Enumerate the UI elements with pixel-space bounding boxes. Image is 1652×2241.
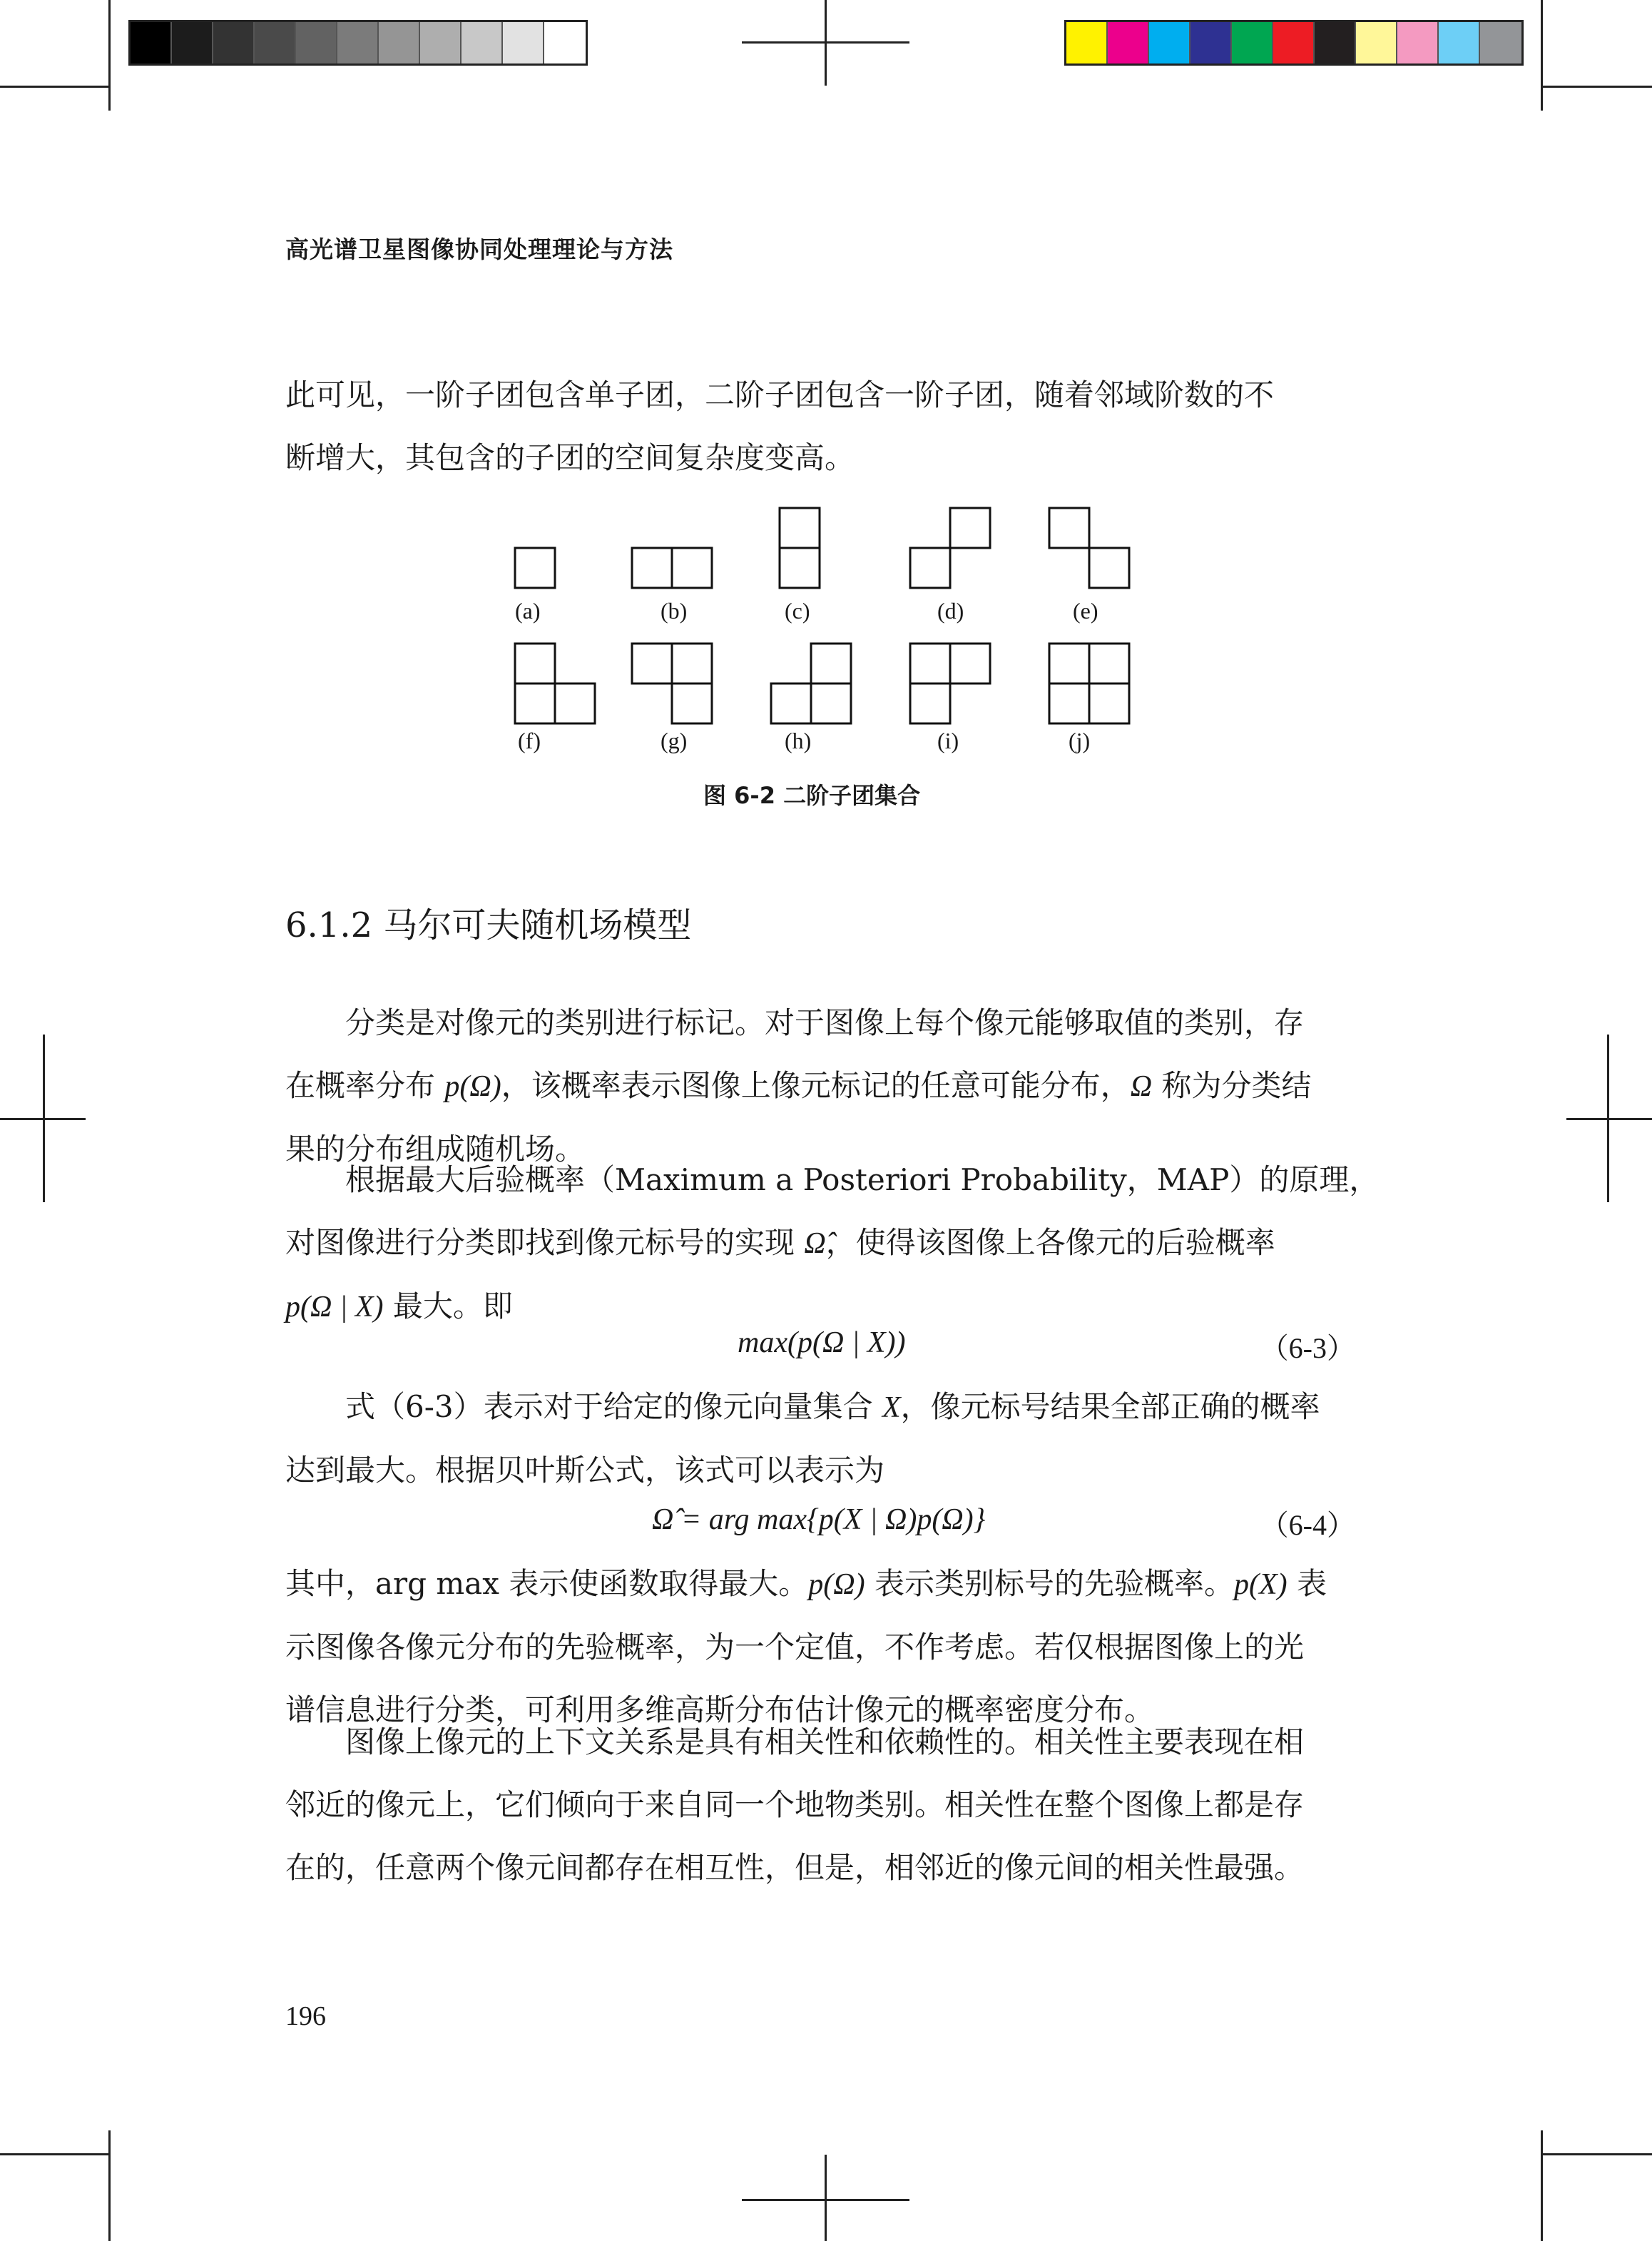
figure-label-e: (e) — [1073, 598, 1098, 624]
color-swatch — [172, 22, 213, 63]
figure-label-j: (j) — [1069, 728, 1091, 753]
paragraph-3: 式（6-3）表示对于给定的像元向量集合 X，像元标号结果全部正确的概率 达到最大。根据贝叶斯公式，该式可以表示为 — [285, 1389, 1320, 1488]
figure-label-g: (g) — [661, 728, 688, 753]
figure-label-c: (c) — [785, 598, 810, 624]
figure-caption: 图 6-2 二阶子团集合 — [703, 782, 921, 809]
figure-label-a: (a) — [515, 598, 541, 624]
color-swatch — [337, 22, 379, 63]
color-swatch — [544, 22, 586, 63]
color-swatch — [1108, 22, 1149, 63]
color-swatch — [1480, 22, 1521, 63]
paragraph-5: 图像上像元的上下文关系是具有相关性和依赖性的。相关性主要表现在相 邻近的像元上，它们倾向于来自同一个地物类别。相关性在整个图像上都是存 在的，任意两个像元间都存在相互性，但是，相邻近的像元间的相关性最强。 — [285, 1724, 1305, 1885]
clique-g — [632, 644, 712, 723]
clique-i — [910, 644, 990, 723]
paragraph-2: 根据最大后验概率（Maximum a Posteriori Probability，MAP）的原理， 对图像进行分类即找到像元标号的实现 Ω̂，使得该图像上各像元的后验概率 p(Ω | X) 最大。即 — [285, 1162, 1380, 1323]
equation-number-6-4: （6-4） — [1260, 1509, 1355, 1541]
color-swatch — [420, 22, 462, 63]
process-color-bar — [1064, 20, 1524, 66]
intro-paragraph: 此可见，一阶子团包含单子团，二阶子团包含一阶子团，随着邻域阶数的不 断增大，其包含的子团的空间复杂度变高。 — [285, 377, 1275, 475]
color-swatch — [1190, 22, 1232, 63]
color-swatch — [1439, 22, 1480, 63]
page-number: 196 — [285, 2001, 326, 2031]
color-swatch — [213, 22, 255, 63]
color-swatch — [1066, 22, 1108, 63]
equation-6-4: Ω̂ = arg max{p(X | Ω)p(Ω)} — [652, 1503, 986, 1536]
clique-j — [1049, 644, 1129, 723]
clique-d — [910, 508, 990, 588]
color-swatch — [131, 22, 172, 63]
paragraph-1: 分类是对像元的类别进行标记。对于图像上每个像元能够取值的类别，存 在概率分布 p(Ω)，该概率表示图像上像元标记的任意可能分布，Ω 称为分类结 果的分布组成随机场。 — [285, 1005, 1312, 1167]
equation-number-6-3: （6-3） — [1260, 1332, 1355, 1364]
figure-label-h: (h) — [785, 728, 812, 753]
color-swatch — [296, 22, 337, 63]
color-swatch — [503, 22, 544, 63]
paragraph-4: 其中，arg max 表示使函数取得最大。p(Ω) 表示类别标号的先验概率。p(X) 表 示图像各像元分布的先验概率，为一个定值，不作考虑。若仅根据图像上的光 谱信息进行分类，可利用多维高斯分布估计像元的概率密度分布。 — [285, 1566, 1327, 1727]
figure-label-f: (f) — [518, 728, 541, 753]
clique-e — [1049, 508, 1129, 588]
color-swatch — [462, 22, 503, 63]
color-swatch — [1149, 22, 1190, 63]
color-swatch — [1315, 22, 1356, 63]
color-swatch — [1273, 22, 1315, 63]
running-head: 高光谱卫星图像协同处理理论与方法 — [285, 235, 673, 263]
clique-f — [515, 644, 595, 723]
color-swatch — [379, 22, 420, 63]
clique-a — [515, 548, 555, 588]
gray-color-bar — [128, 20, 588, 66]
clique-figure — [499, 499, 1141, 735]
color-swatch — [255, 22, 296, 63]
section-heading: 6.1.2 马尔可夫随机场模型 — [285, 905, 692, 945]
figure-label-d: (d) — [937, 598, 964, 624]
clique-h — [771, 644, 851, 723]
color-swatch — [1232, 22, 1273, 63]
color-swatch — [1397, 22, 1439, 63]
figure-label-b: (b) — [661, 598, 688, 624]
figure-label-i: (i) — [937, 728, 959, 753]
color-swatch — [1356, 22, 1397, 63]
equation-6-3: max(p(Ω | X)) — [738, 1326, 906, 1359]
